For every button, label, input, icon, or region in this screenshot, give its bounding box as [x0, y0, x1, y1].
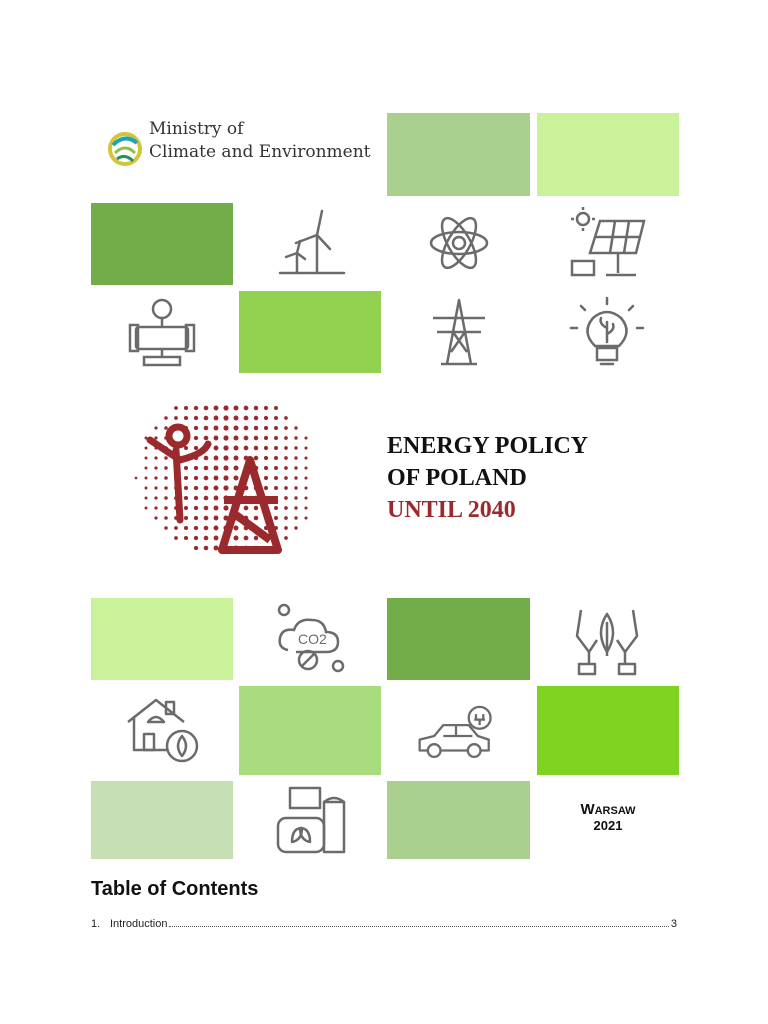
emblem-dot — [214, 546, 219, 551]
emblem-dot — [274, 436, 278, 440]
emblem-dot — [174, 536, 178, 540]
emblem-dot — [304, 516, 307, 519]
emblem-dot — [154, 456, 157, 459]
emblem-dot — [154, 466, 157, 469]
emblem-dot — [254, 406, 258, 410]
emblem-dot — [244, 446, 249, 451]
emblem-dot — [274, 416, 278, 420]
emblem-dot — [274, 486, 278, 490]
emblem-dot — [214, 536, 219, 541]
emblem-dot — [164, 526, 168, 530]
toc-entry-label[interactable]: Introduction — [110, 918, 168, 930]
emblem-dot — [294, 456, 297, 459]
emblem-dot — [304, 436, 307, 439]
emblem-dot — [234, 436, 239, 441]
emblem-dot — [204, 436, 209, 441]
emblem-dot — [294, 436, 297, 439]
emblem-dot — [264, 486, 268, 490]
tile — [537, 686, 679, 775]
emblem-dot — [294, 496, 297, 499]
emblem-dot — [244, 416, 249, 421]
emblem-dot — [204, 496, 209, 501]
emblem-dot — [144, 506, 147, 509]
emblem-dot — [154, 506, 157, 509]
energy-policy-emblem — [128, 400, 312, 560]
emblem-dot — [204, 476, 209, 481]
emblem-dot — [284, 496, 288, 500]
emblem-dot — [204, 546, 209, 551]
tile — [91, 598, 233, 680]
emblem-dot — [174, 416, 178, 420]
emblem-dot — [164, 476, 168, 480]
emblem-dot — [284, 516, 288, 520]
tile — [387, 113, 530, 196]
eco-house-icon — [122, 692, 202, 772]
emblem-dot — [184, 406, 188, 410]
emblem-dot — [204, 516, 209, 521]
emblem-dot — [214, 486, 219, 491]
emblem-dot — [184, 496, 188, 500]
biogas-plant-icon — [272, 782, 352, 862]
tile — [239, 291, 381, 373]
emblem-dot — [304, 496, 307, 499]
emblem-dot — [274, 506, 278, 510]
emblem-dot — [144, 466, 147, 469]
emblem-dot — [194, 466, 198, 470]
emblem-dot — [144, 446, 147, 449]
toc-entry-page: 3 — [670, 918, 677, 930]
emblem-dot — [274, 456, 278, 460]
emblem-dot — [214, 476, 219, 481]
emblem-dot — [154, 496, 157, 499]
emblem-dot — [304, 506, 307, 509]
emblem-dot — [223, 475, 228, 480]
emblem-dot — [144, 476, 147, 479]
emblem-dot — [284, 446, 288, 450]
emblem-dot — [194, 436, 198, 440]
emblem-dot — [234, 466, 239, 471]
document-title: ENERGY POLICY OF POLAND UNTIL 2040 — [387, 433, 589, 523]
emblem-dot — [244, 406, 249, 411]
emblem-dot — [254, 436, 258, 440]
emblem-dot — [194, 446, 198, 450]
emblem-dot — [254, 506, 258, 510]
emblem-dot — [135, 477, 138, 480]
emblem-dot — [194, 536, 198, 540]
svg-text:CO2: CO2 — [298, 631, 327, 647]
emblem-dot — [274, 406, 278, 410]
emblem-dot — [294, 486, 297, 489]
emblem-dot — [164, 456, 168, 460]
emblem-dot — [164, 416, 168, 420]
tile — [537, 113, 679, 196]
emblem-dot — [304, 456, 307, 459]
emblem-dot — [294, 476, 297, 479]
emblem-dot — [284, 426, 288, 430]
emblem-dot — [254, 516, 258, 520]
emblem-dot — [284, 456, 288, 460]
emblem-dot — [214, 416, 219, 421]
emblem-dot — [194, 406, 198, 410]
emblem-dot — [254, 536, 258, 540]
emblem-dot — [164, 466, 168, 470]
emblem-dot — [284, 416, 288, 420]
emblem-dot — [294, 526, 297, 529]
emblem-dot — [274, 446, 278, 450]
emblem-dot — [164, 486, 168, 490]
emblem-dot — [284, 486, 288, 490]
emblem-dot — [194, 526, 198, 530]
emblem-dot — [184, 516, 188, 520]
emblem-dot — [254, 456, 258, 460]
emblem-dot — [284, 506, 288, 510]
emblem-dot — [234, 426, 239, 431]
ministry-emblem-icon — [107, 129, 143, 169]
emblem-dot — [184, 486, 188, 490]
atom-icon — [419, 203, 499, 283]
emblem-dot — [144, 486, 147, 489]
emblem-dot — [204, 526, 209, 531]
emblem-dot — [244, 436, 249, 441]
emblem-dot — [294, 446, 297, 449]
ministry-name: Ministry of Climate and Environment — [149, 119, 371, 162]
emblem-dot — [174, 406, 178, 410]
emblem-dot — [284, 536, 288, 540]
emblem-dot — [214, 436, 219, 441]
emblem-dot — [223, 435, 228, 440]
emblem-dot — [204, 416, 209, 421]
emblem-dot — [204, 406, 209, 411]
emblem-dot — [214, 456, 219, 461]
toc-entry[interactable] — [91, 918, 677, 930]
toc-leader-dots — [169, 926, 668, 927]
emblem-dot — [274, 466, 278, 470]
emblem-dot — [223, 445, 228, 450]
emblem-dot — [214, 466, 219, 471]
emblem-dot — [184, 466, 188, 470]
emblem-dot — [254, 446, 258, 450]
emblem-dot — [154, 516, 157, 519]
emblem-dot — [274, 476, 278, 480]
emblem-dot — [264, 446, 268, 450]
emblem-dot — [144, 496, 147, 499]
emblem-dot — [214, 446, 219, 451]
emblem-dot — [244, 506, 249, 511]
toc-entry-number: 1. — [91, 918, 101, 930]
emblem-dot — [223, 425, 228, 430]
place-date — [537, 802, 679, 834]
publication-year: 2021 — [593, 818, 623, 833]
emblem-dot — [304, 466, 307, 469]
solar-panel-icon — [566, 203, 646, 283]
emblem-dot — [223, 485, 228, 490]
emblem-dot — [234, 406, 239, 411]
emblem-dot — [244, 426, 249, 431]
emblem-dot — [214, 506, 219, 511]
emblem-dot — [304, 476, 307, 479]
emblem-dot — [194, 516, 198, 520]
emblem-dot — [254, 416, 258, 420]
emblem-dot — [284, 526, 288, 530]
toc-heading: Table of Contents — [91, 878, 259, 900]
hands-leaf-icon — [567, 600, 647, 680]
emblem-dot — [214, 526, 219, 531]
emblem-dot — [304, 486, 307, 489]
emblem-dot — [264, 476, 268, 480]
emblem-dot — [194, 416, 198, 420]
emblem-dot — [214, 516, 219, 521]
emblem-dot — [274, 516, 278, 520]
emblem-dot — [294, 466, 297, 469]
emblem-dot — [223, 455, 228, 460]
emblem-dot — [284, 466, 288, 470]
emblem-dot — [184, 416, 188, 420]
emblem-dot — [144, 456, 147, 459]
emblem-dot — [214, 426, 219, 431]
emblem-dot — [234, 476, 239, 481]
emblem-dot — [204, 536, 209, 541]
emblem-dot — [204, 456, 209, 461]
emblem-dot — [264, 456, 268, 460]
emblem-dot — [194, 506, 198, 510]
emblem-dot — [164, 496, 168, 500]
emblem-dot — [294, 516, 297, 519]
emblem-dot — [174, 526, 178, 530]
emblem-dot — [194, 476, 198, 480]
emblem-dot — [254, 426, 258, 430]
light-bulb-leaf-icon — [567, 294, 647, 374]
power-pylon-icon — [419, 294, 499, 374]
emblem-dot — [234, 456, 239, 461]
emblem-dot — [204, 506, 209, 511]
emblem-dot — [154, 426, 157, 429]
emblem-dot — [194, 486, 198, 490]
emblem-dot — [234, 416, 239, 421]
emblem-dot — [204, 426, 209, 431]
wind-turbine-icon — [272, 205, 352, 285]
emblem-dot — [164, 516, 168, 520]
tile — [387, 781, 530, 859]
co2-cloud-icon — [272, 600, 352, 680]
emblem-dot — [184, 526, 188, 530]
electric-car-icon — [416, 696, 496, 776]
emblem-dot — [184, 476, 188, 480]
tile — [387, 598, 530, 680]
emblem-dot — [294, 426, 297, 429]
emblem-dot — [214, 496, 219, 501]
tile — [91, 781, 233, 859]
emblem-dot — [194, 426, 198, 430]
emblem-dot — [204, 486, 209, 491]
gas-valve-icon — [122, 295, 202, 375]
emblem-dot — [274, 426, 278, 430]
emblem-dot — [234, 536, 239, 541]
emblem-dot — [264, 416, 268, 420]
emblem-dot — [164, 506, 168, 510]
emblem-dot — [194, 546, 198, 550]
emblem-dot — [264, 436, 268, 440]
emblem-dot — [184, 506, 188, 510]
emblem-dot — [154, 486, 157, 489]
emblem-dot — [294, 506, 297, 509]
emblem-dot — [284, 436, 288, 440]
emblem-dot — [154, 476, 157, 479]
emblem-dot — [223, 505, 228, 510]
emblem-dot — [164, 426, 168, 430]
tile — [91, 203, 233, 285]
emblem-dot — [223, 415, 228, 420]
emblem-dot — [194, 496, 198, 500]
emblem-dot — [284, 476, 288, 480]
emblem-dot — [234, 526, 239, 531]
emblem-dot — [184, 536, 188, 540]
emblem-dot — [264, 466, 268, 470]
emblem-dot — [304, 446, 307, 449]
emblem-dot — [244, 536, 249, 541]
tile — [239, 686, 381, 775]
emblem-dot — [204, 466, 209, 471]
emblem-dot — [223, 465, 228, 470]
emblem-dot — [264, 406, 268, 410]
emblem-dot — [264, 426, 268, 430]
emblem-dot — [234, 446, 239, 451]
emblem-dot — [223, 405, 228, 410]
emblem-dot — [214, 406, 219, 411]
city-name: Warsaw — [580, 801, 636, 818]
